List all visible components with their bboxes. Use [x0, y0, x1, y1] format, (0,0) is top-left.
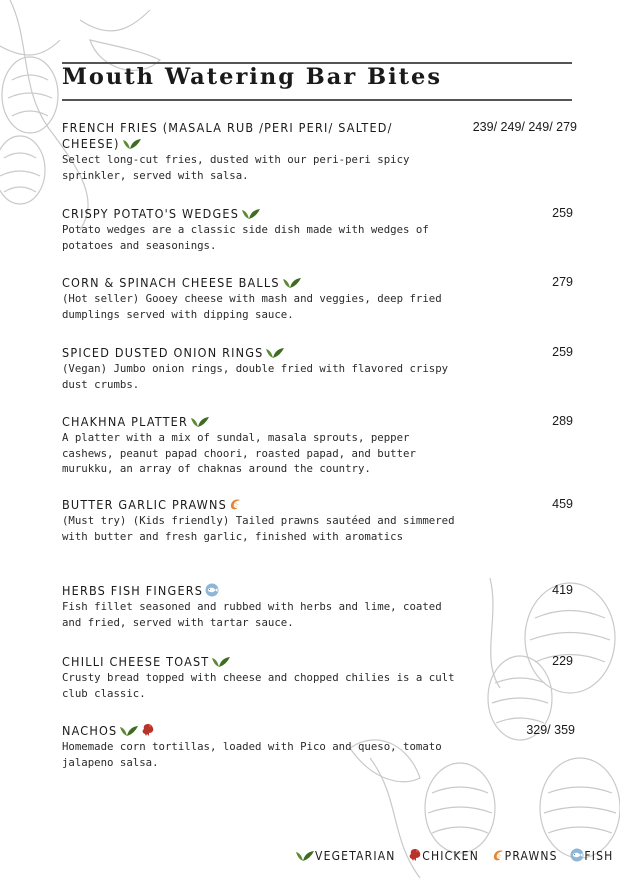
item-name	[62, 583, 442, 599]
item-price: 459	[552, 497, 573, 511]
item-name-text: CORN & SPINACH CHEESE BALLS	[62, 275, 280, 290]
item-description: Homemade corn tortillas, loaded with Pico and queso, tomato jalapeno salsa.	[62, 740, 442, 769]
leaf-icon	[119, 725, 139, 737]
chicken-icon	[141, 723, 155, 737]
fish-icon	[205, 583, 219, 597]
item-description: Select long-cut fries, dusted with our peri-peri spicy sprinkler, served with salsa.	[62, 153, 410, 182]
item-name-text: CRISPY POTATO'S WEDGES	[62, 206, 240, 221]
item-name	[62, 654, 442, 670]
menu-item	[62, 497, 577, 544]
page-title: Mouth Watering Bar Bites	[62, 64, 443, 90]
legend-vegetarian: VEGETARIAN	[293, 849, 396, 863]
item-name	[62, 497, 442, 513]
item-price: 239/ 249/ 249/ 279	[472, 120, 577, 134]
leaf-icon	[211, 656, 231, 668]
menu-item	[62, 275, 577, 322]
item-description: Crusty bread topped with cheese and chopped chilies is a cult club classic.	[62, 671, 455, 700]
prawn-icon	[492, 849, 505, 862]
item-name-text: FRENCH FRIES (MASALA RUB /PERI PERI/ SALTED/ CHEESE)	[62, 120, 393, 151]
item-price: 259	[552, 206, 573, 220]
item-description: Fish fillet seasoned and rubbed with herbs and lime, coated and fried, served with tartar sauce.	[62, 600, 442, 629]
menu-item	[62, 654, 577, 701]
item-name-text: NACHOS	[62, 723, 118, 738]
item-name-text: BUTTER GARLIC PRAWNS	[62, 497, 227, 512]
item-description: (Must try) (Kids friendly) Tailed prawns sautéed and simmered with butter and fresh garlic, finished with aromatics	[62, 514, 455, 543]
item-name-text: CHILLI CHEESE TOAST	[62, 654, 210, 669]
item-name	[62, 275, 442, 291]
menu-item	[62, 345, 577, 392]
item-description: (Vegan) Jumbo onion rings, double fried with flavored crispy dust crumbs.	[62, 362, 449, 391]
legend	[293, 848, 614, 863]
leaf-icon	[241, 208, 261, 220]
item-price: 259	[552, 345, 573, 359]
hop-illustration-top-left	[0, 0, 230, 230]
leaf-icon	[265, 347, 285, 359]
leaf-icon	[295, 850, 315, 862]
item-description: (Hot seller) Gooey cheese with mash and veggies, deep fried dumplings served with dipping sauce.	[62, 292, 442, 321]
item-name	[62, 120, 442, 152]
bottom-rule	[62, 99, 572, 101]
menu-item	[62, 414, 577, 477]
menu-item	[62, 120, 577, 183]
fish-icon	[570, 848, 584, 862]
legend-prawns: PRAWNS	[490, 849, 558, 863]
item-name-text: HERBS FISH FINGERS	[62, 583, 204, 598]
item-price: 229	[552, 654, 573, 668]
menu-item	[62, 723, 577, 770]
item-name	[62, 414, 442, 430]
item-name	[62, 345, 442, 361]
item-price: 419	[552, 583, 573, 597]
item-price: 329/ 359	[526, 723, 575, 737]
legend-chicken: CHICKEN	[406, 849, 479, 863]
legend-fish: FISH	[568, 849, 613, 863]
leaf-icon	[282, 277, 302, 289]
item-name	[62, 206, 442, 222]
menu-item	[62, 583, 577, 630]
prawn-icon	[229, 498, 242, 511]
item-price: 279	[552, 275, 573, 289]
item-description: A platter with a mix of sundal, masala sprouts, pepper cashews, peanut papad choori, roasted papad, and butter murukku, an array of chaknas around the country.	[62, 431, 416, 475]
item-name	[62, 723, 442, 739]
menu-item	[62, 206, 577, 253]
item-name-text: CHAKHNA PLATTER	[62, 414, 188, 429]
item-price: 289	[552, 414, 573, 428]
chicken-icon	[408, 848, 422, 862]
leaf-icon	[122, 138, 142, 150]
item-name-text: SPICED DUSTED ONION RINGS	[62, 345, 264, 360]
leaf-icon	[190, 416, 210, 428]
item-description: Potato wedges are a classic side dish made with wedges of potatoes and seasonings.	[62, 223, 429, 252]
